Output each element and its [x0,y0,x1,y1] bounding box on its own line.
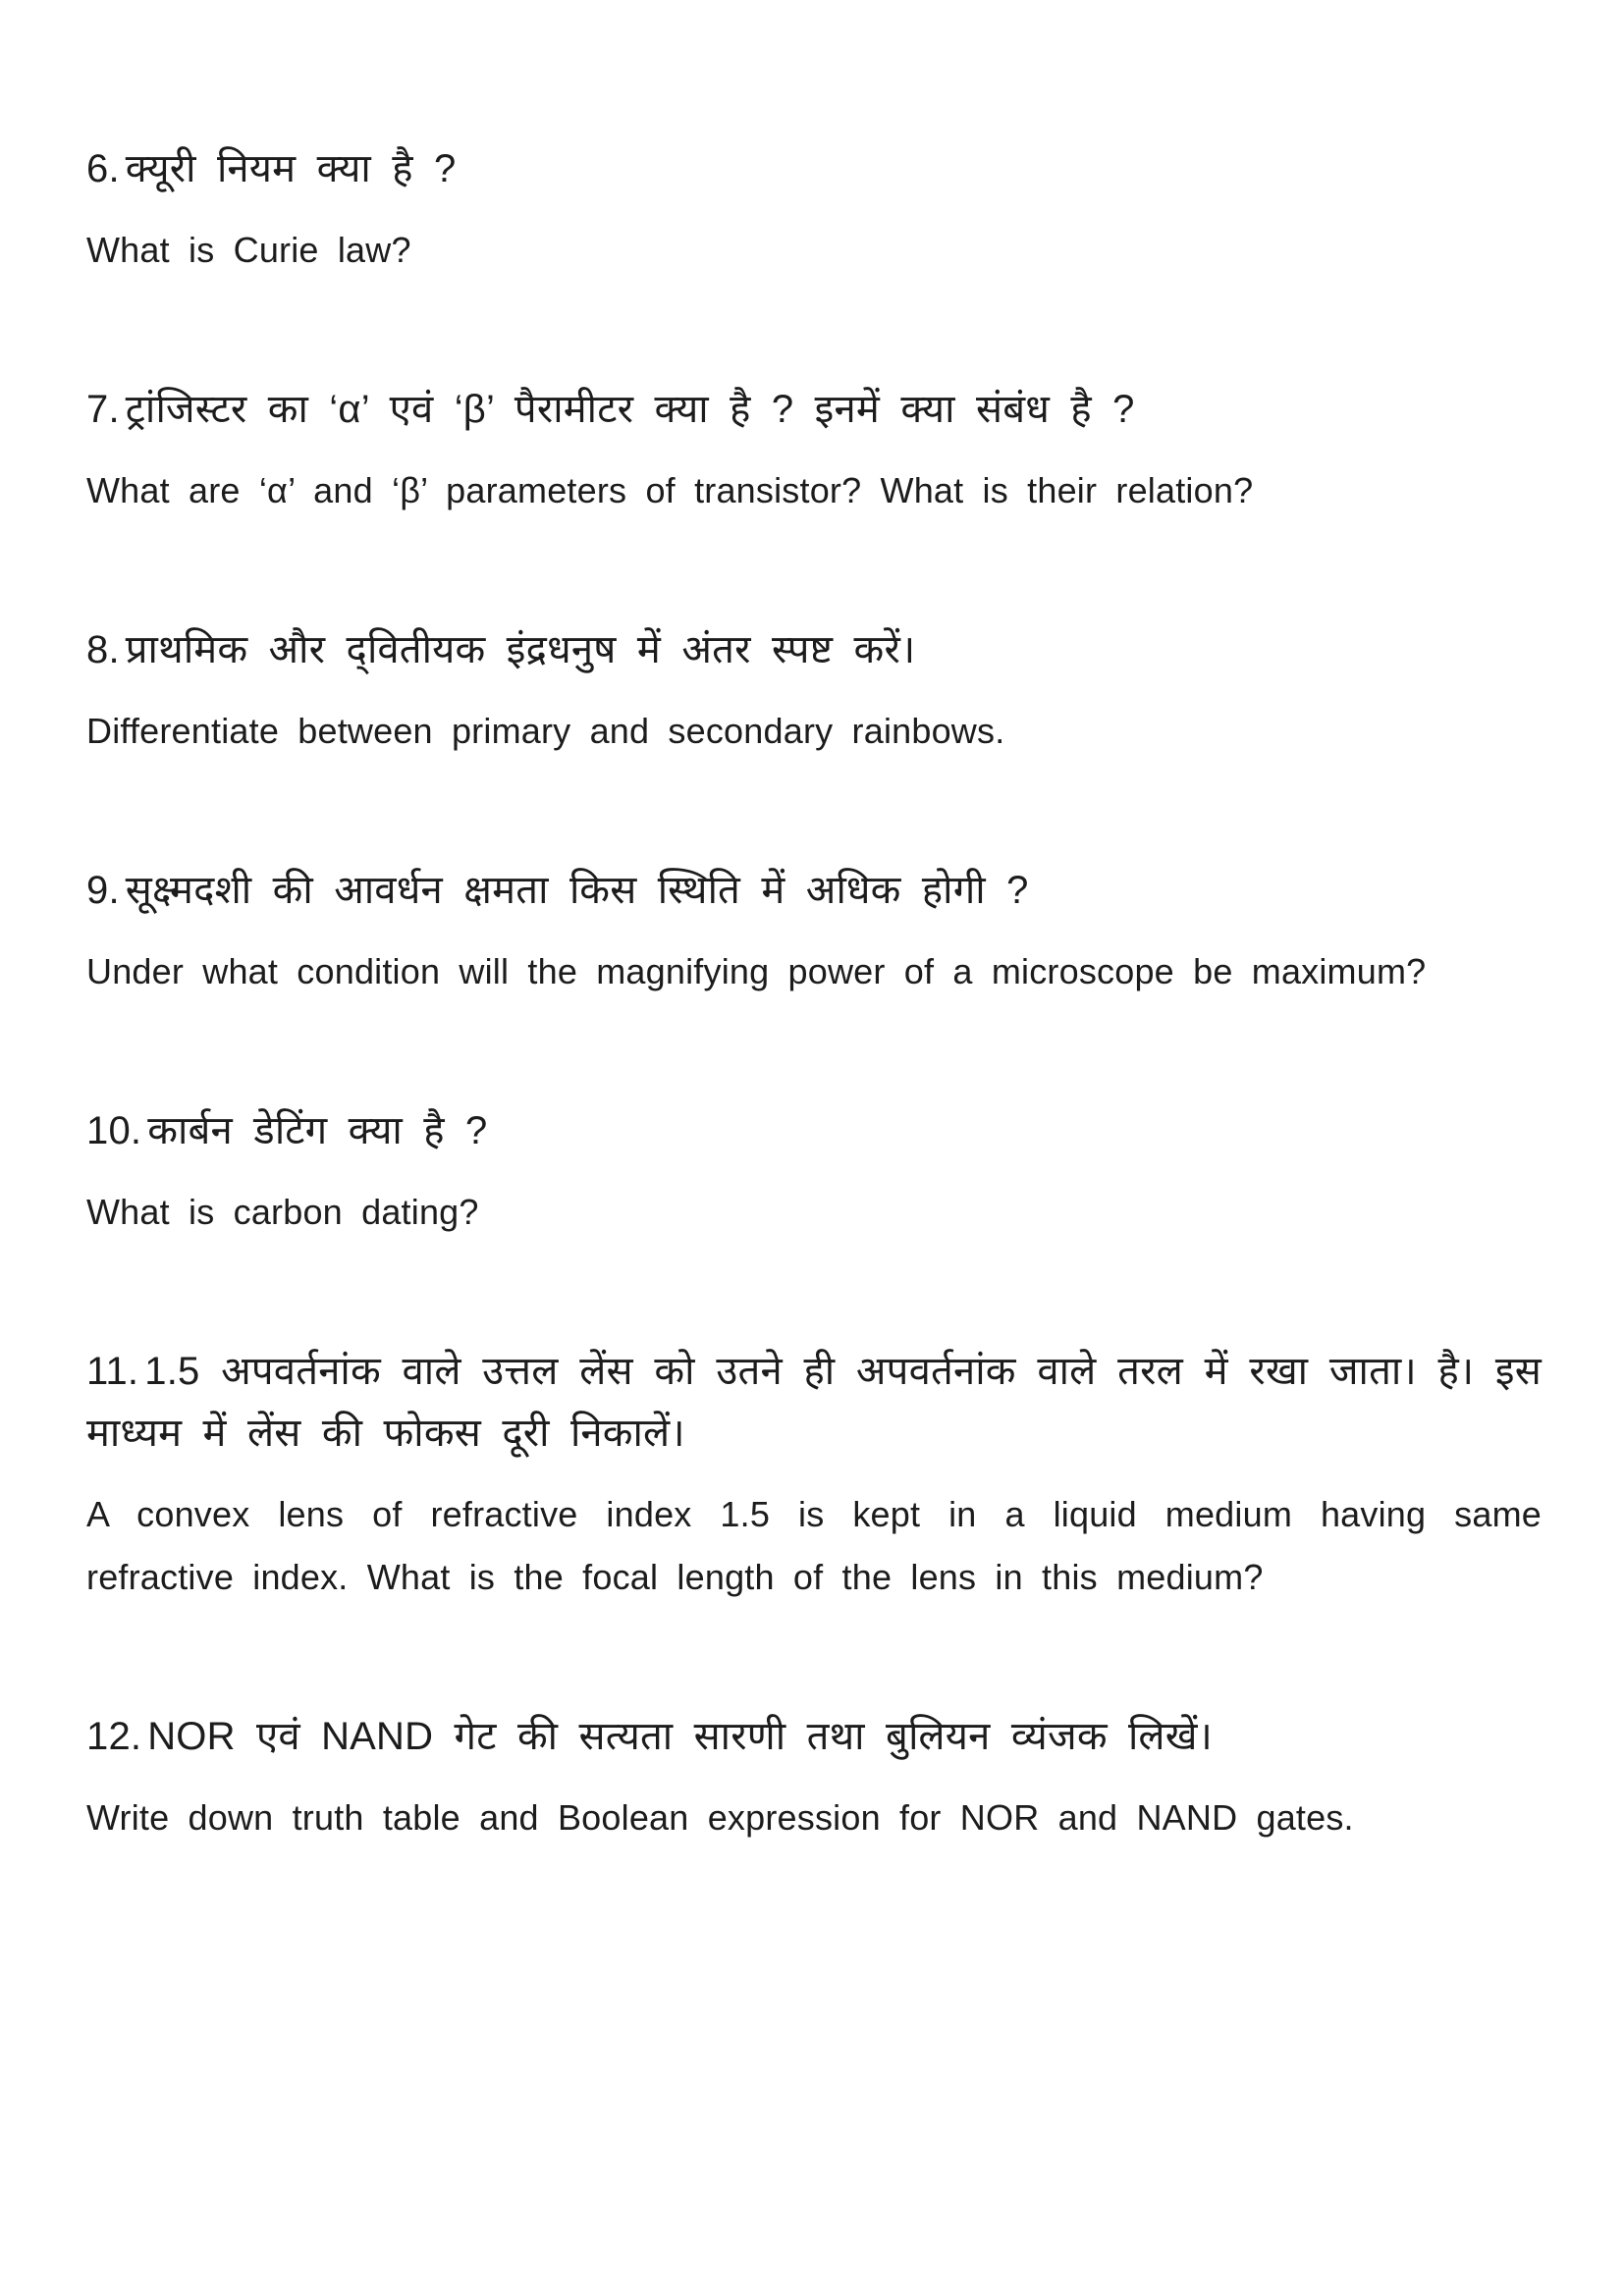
question-9-number: 9. [86,869,120,912]
question-6-hindi-text: क्यूरी नियम क्या है ? [125,147,457,190]
question-7-number: 7. [86,388,120,431]
question-6-hindi [86,138,1542,200]
question-12-number: 12. [86,1715,142,1758]
question-7 [86,379,1542,522]
question-12-english: Write down truth table and Boolean expression for NOR and NAND gates. [86,1797,1354,1838]
question-8 [86,619,1542,763]
question-6-number: 6. [86,147,120,190]
question-7-hindi-text: ट्रांजिस्टर का ‘α’ एवं ‘β’ पैरामीटर क्या है ? इनमें क्या संबंध है ? [125,388,1135,431]
question-12 [86,1706,1542,1849]
question-9 [86,860,1542,1003]
question-10-hindi [86,1100,1542,1162]
question-11-hindi [86,1341,1542,1465]
question-11-english: A convex lens of refractive index 1.5 is kept in a liquid medium having same refractive index. What is the focal length of the lens in this medium? [86,1494,1542,1597]
question-7-hindi [86,379,1542,441]
question-12-hindi [86,1706,1542,1768]
question-6 [86,138,1542,282]
question-11-hindi-text: 1.5 अपवर्तनांक वाले उत्तल लेंस को उतने ही अपवर्तनांक वाले तरल में रखा जाता। है। इस माध्यम में लेंस की फोकस दूरी निकालें। [86,1350,1542,1455]
question-11 [86,1341,1542,1609]
question-9-hindi [86,860,1542,922]
question-8-english: Differentiate between primary and secondary rainbows. [86,711,1005,751]
question-8-hindi-text: प्राथमिक और द्‌वितीयक इंद्रधनुष में अंतर स्पष्ट करें। [125,628,916,671]
question-11-number: 11. [86,1350,139,1393]
question-8-hindi [86,619,1542,681]
question-10-hindi-text: कार्बन डेटिंग क्या है ? [147,1109,488,1152]
question-10-number: 10. [86,1109,142,1152]
question-12-hindi-text: NOR एवं NAND गेट की सत्यता सारणी तथा बुलियन व्यंजक लिखें। [147,1715,1214,1758]
question-7-english: What are ‘α’ and ‘β’ parameters of transistor? What is their relation? [86,470,1254,510]
question-10-english: What is carbon dating? [86,1192,479,1232]
question-9-hindi-text: सूक्ष्मदशी की आवर्धन क्षमता किस स्थिति में अधिक होगी ? [125,869,1029,912]
question-10 [86,1100,1542,1244]
question-8-number: 8. [86,628,120,671]
question-6-english: What is Curie law? [86,230,411,270]
question-9-english: Under what condition will the magnifying power of a microscope be maximum? [86,951,1427,991]
